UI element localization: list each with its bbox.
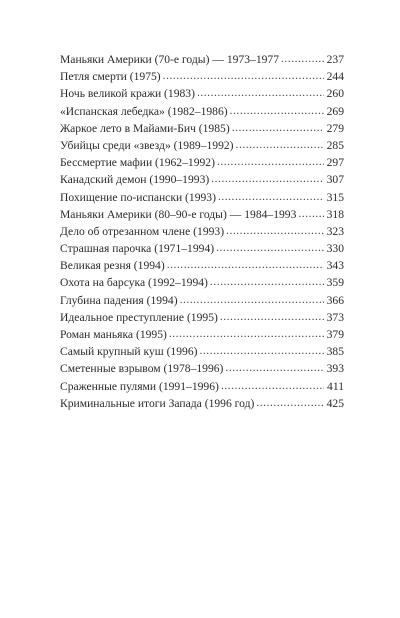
toc-entry: [60, 51, 344, 68]
dot-leader: [281, 50, 324, 67]
toc-entry-page: 330: [326, 242, 344, 256]
dot-leader: [225, 359, 324, 376]
toc-entry-page: 260: [326, 87, 344, 101]
toc-entry: [60, 240, 344, 257]
toc-entry-title: Сраженные пулями (1991–1996): [60, 379, 219, 393]
toc-entry-title: Жаркое лето в Майами-Бич (1985): [60, 121, 230, 135]
toc-entry-page: 318: [326, 207, 344, 221]
toc-entry-page: 379: [326, 328, 344, 341]
toc-entry: [60, 189, 344, 206]
dot-leader: [256, 394, 324, 411]
toc-entry: [60, 274, 344, 291]
toc-entry-title: Идеальное преступление (1995): [60, 310, 218, 324]
toc-entry: [60, 223, 344, 240]
dot-leader: [197, 84, 324, 101]
dot-leader: [211, 170, 324, 187]
toc-entry: [60, 326, 344, 343]
table-of-contents: [60, 51, 344, 412]
dot-leader: [169, 325, 324, 342]
toc-entry-page: 323: [326, 224, 344, 238]
toc-entry-title: Похищение по-испански (1993): [60, 190, 216, 204]
dot-leader: [210, 273, 324, 290]
toc-entry: [60, 360, 344, 377]
toc-entry-title: Убийцы среди «звезд» (1989–1992): [60, 138, 234, 152]
toc-entry-title: Великая резня (1994): [60, 259, 165, 273]
toc-entry: [60, 343, 344, 360]
toc-entry-title: «Испанская лебедка» (1982–1986): [60, 104, 228, 118]
toc-entry: [60, 137, 344, 154]
toc-entry-page: 373: [326, 310, 344, 324]
toc-entry-title: Сметенные взрывом (1978–1996): [60, 362, 224, 376]
toc-entry-title: Самый крупный куш (1996): [60, 345, 198, 359]
dot-leader: [220, 308, 324, 325]
toc-entry-title: Страшная парочка (1971–1994): [60, 242, 215, 256]
dot-leader: [199, 342, 324, 359]
toc-entry-page: 393: [326, 362, 344, 376]
dot-leader: [180, 291, 324, 308]
toc-entry-title: Роман маньяка (1995): [60, 328, 167, 341]
dot-leader: [163, 67, 324, 84]
toc-entry-title: Бессмертие мафии (1962–1992): [60, 156, 215, 170]
toc-entry-title: Петля смерти (1975): [60, 70, 161, 84]
toc-entry-page: 297: [326, 156, 344, 170]
dot-leader: [218, 188, 324, 205]
toc-entry-page: 411: [327, 379, 344, 393]
toc-entry: [60, 309, 344, 326]
dot-leader: [221, 377, 324, 394]
toc-entry-title: Канадский демон (1990–1993): [60, 173, 210, 187]
toc-entry-title: Охота на барсука (1992–1994): [60, 276, 208, 290]
toc-entry: [60, 171, 344, 188]
toc-entry-page: 425: [326, 396, 344, 410]
toc-entry-title: Дело об отрезанном члене (1993): [60, 224, 225, 238]
dot-leader: [236, 136, 324, 153]
dot-leader: [216, 239, 324, 256]
toc-entry-page: 285: [326, 138, 344, 152]
toc-entry-page: 244: [326, 70, 344, 84]
toc-entry-page: 237: [326, 53, 344, 66]
toc-entry: [60, 68, 344, 85]
toc-entry: [60, 292, 344, 309]
toc-entry-title: Маньяки Америки (70-е годы) — 1973–1977: [60, 53, 280, 66]
toc-entry-page: 307: [326, 173, 344, 187]
toc-entry-page: 359: [326, 276, 344, 290]
toc-entry-page: 366: [326, 293, 344, 307]
dot-leader: [226, 222, 324, 239]
toc-entry-page: 343: [326, 259, 344, 273]
dot-leader: [298, 205, 324, 222]
toc-entry: [60, 378, 344, 395]
toc-entry: [60, 103, 344, 120]
toc-entry: [60, 154, 344, 171]
toc-entry-page: 269: [326, 104, 344, 118]
toc-entry-page: 279: [326, 121, 344, 135]
toc-entry-title: Маньяки Америки (80–90-е годы) — 1984–1993: [60, 207, 297, 221]
toc-entry: [60, 206, 344, 223]
toc-entry-page: 385: [326, 345, 344, 359]
toc-entry: [60, 120, 344, 137]
toc-entry: [60, 85, 344, 102]
dot-leader: [232, 119, 324, 136]
toc-entry-title: Глубина падения (1994): [60, 293, 178, 307]
toc-entry: [60, 395, 344, 412]
dot-leader: [230, 102, 324, 119]
toc-entry-title: Криминальные итоги Запада (1996 год): [60, 396, 255, 410]
dot-leader: [217, 153, 324, 170]
toc-entry-title: Ночь великой кражи (1983): [60, 87, 195, 101]
toc-entry-page: 315: [326, 190, 344, 204]
dot-leader: [167, 256, 324, 273]
toc-entry: [60, 257, 344, 274]
